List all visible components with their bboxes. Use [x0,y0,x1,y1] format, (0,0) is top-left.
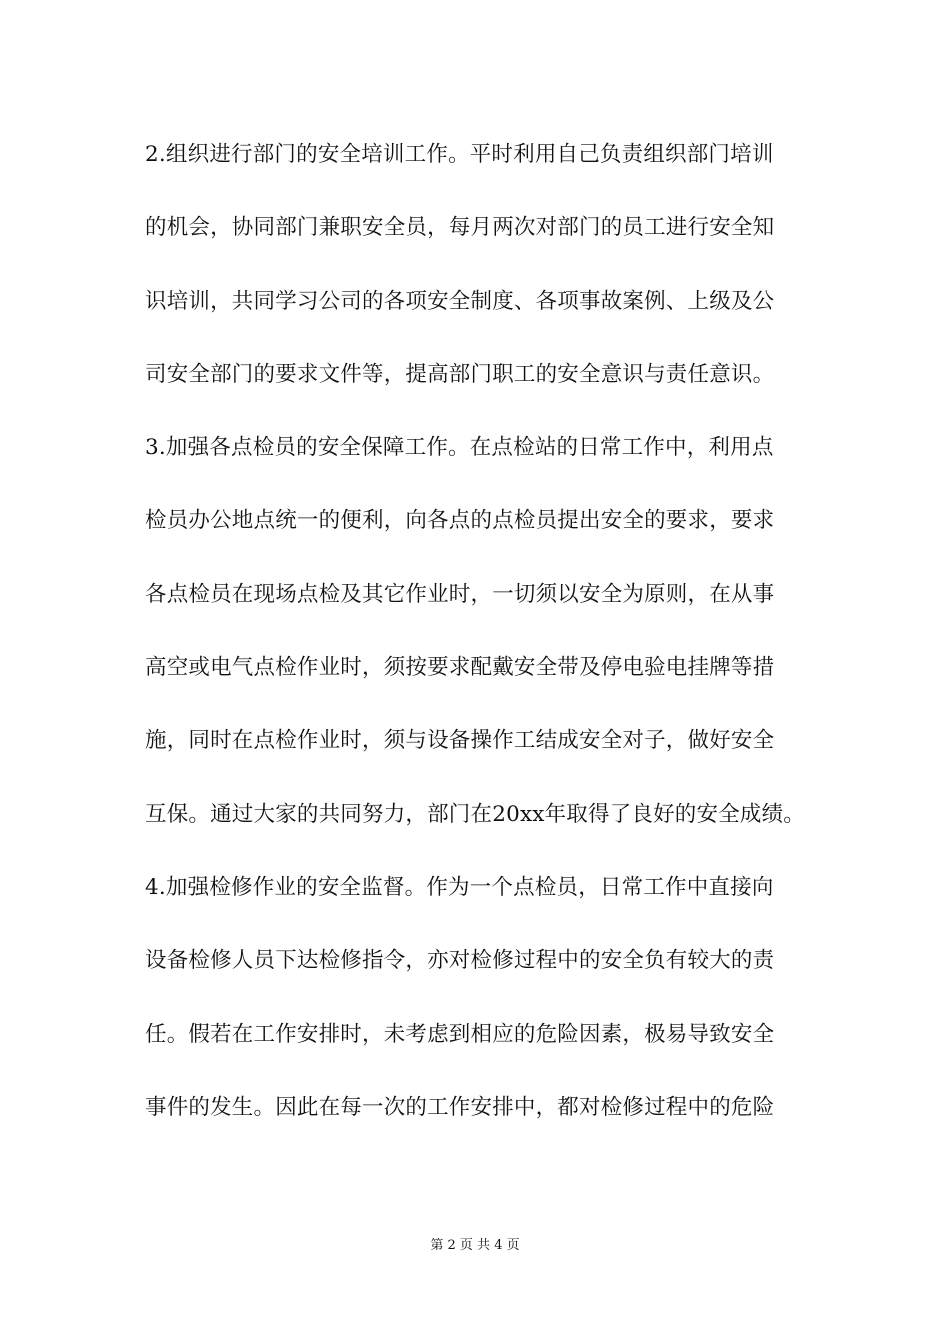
text-line: 设备检修人员下达检修指令，亦对检修过程中的安全负有较大的责 [145,948,775,974]
text-line: 4.加强检修作业的安全监督。作为一个点检员，日常工作中直接向 [145,874,774,900]
text-line: 互保。通过大家的共同努力，部门在20xx年取得了良好的安全成绩。 [145,801,806,827]
text-line: 司安全部门的要求文件等，提高部门职工的安全意识与责任意识。 [145,361,775,387]
text-line: 识培训，共同学习公司的各项安全制度、各项事故案例、上级及公 [145,288,775,314]
text-line: 3.加强各点检员的安全保障工作。在点检站的日常工作中，利用点 [145,435,774,461]
text-line: 2.组织进行部门的安全培训工作。平时利用自己负责组织部门培训 [145,142,774,167]
text-line: 任。假若在工作安排时，未考虑到相应的危险因素，极易导致安全 [145,1021,775,1047]
text-line: 检员办公地点统一的便利，向各点的点检员提出安全的要求，要求 [145,508,775,534]
page-number-footer: 第 2 页 共 4 页 [430,1238,520,1253]
text-line: 的机会，协同部门兼职安全员，每月两次对部门的员工进行安全知 [145,215,775,241]
body-text [145,132,825,1158]
text-line: 高空或电气点检作业时，须按要求配戴安全带及停电验电挂牌等措 [145,655,775,681]
text-line: 事件的发生。因此在每一次的工作安排中，都对检修过程中的危险 [145,1094,775,1120]
text-line: 施，同时在点检作业时，须与设备操作工结成安全对子，做好安全 [145,728,775,754]
text-line: 各点检员在现场点检及其它作业时，一切须以安全为原则，在从事 [145,581,775,607]
